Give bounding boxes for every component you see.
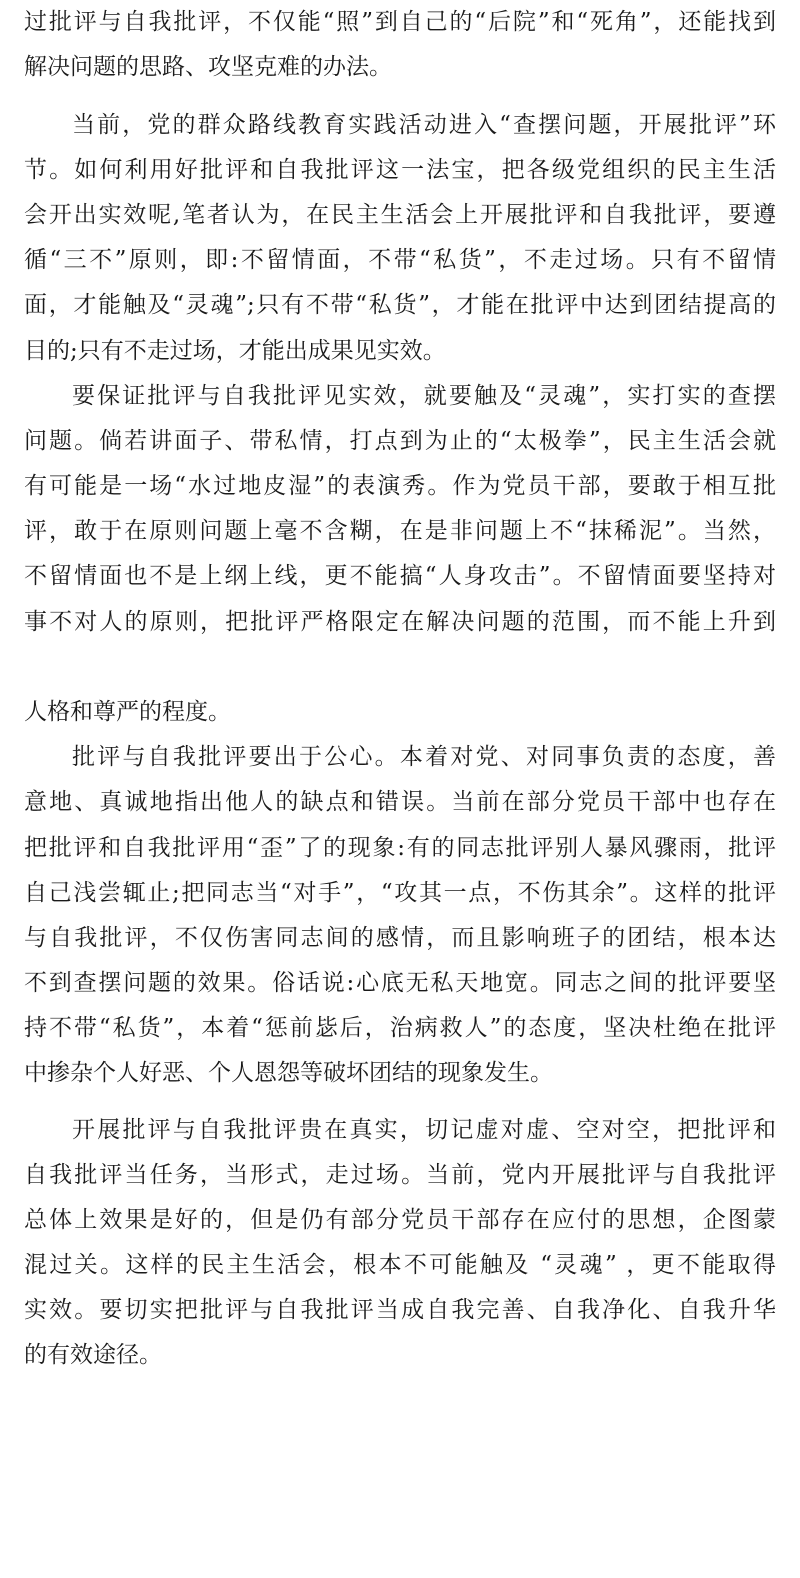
paragraph-first-line: 要保证批评与自我批评见实效，就要触及“灵魂”，实打实的查摆 <box>72 383 776 409</box>
text-line: 把批评和自我批评用“歪”了的现象:有的同志批评别人暴风骤雨，批评 <box>24 835 776 861</box>
text-line: 中掺杂个人好恶、个人恩怨等破坏团结的现象发生。 <box>24 1060 553 1086</box>
text-line: 会开出实效呢,笔者认为，在民主生活会上开展批评和自我批评，要遵 <box>24 202 776 228</box>
text-line: 的有效途径。 <box>24 1342 162 1368</box>
paragraph-first-line: 当前，党的群众路线教育实践活动进入“查摆问题，开展批评”环 <box>72 112 776 138</box>
text-line: 面，才能触及“灵魂”;只有不带“私货”，才能在批评中达到团结提高的 <box>24 292 776 318</box>
text-line: 评，敢于在原则问题上毫不含糊，在是非问题上不“抹稀泥”。当然， <box>24 518 776 544</box>
text-line: 不留情面也不是上纲上线，更不能搞“人身攻击”。不留情面要坚持对 <box>24 563 776 589</box>
text-line: 人格和尊严的程度。 <box>24 699 231 725</box>
text-line: 总体上效果是好的，但是仍有部分党员干部存在应付的思想，企图蒙 <box>24 1207 776 1233</box>
text-line: 与自我批评，不仅伤害同志间的感情，而且影响班子的团结，根本达 <box>24 925 776 951</box>
text-line: 过批评与自我批评，不仅能“照”到自己的“后院”和“死角”，还能找到 <box>24 9 776 35</box>
text-line: 自己浅尝辄止;把同志当“对手”，“攻其一点，不伤其余”。这样的批评 <box>24 880 776 906</box>
text-line: 实效。要切实把批评与自我批评当成自我完善、自我净化、自我升华 <box>24 1297 776 1323</box>
paragraph-first-line: 开展批评与自我批评贵在真实，切记虚对虚、空对空，把批评和 <box>72 1117 776 1143</box>
text-line: 自我批评当任务，当形式，走过场。当前，党内开展批评与自我批评 <box>24 1162 776 1188</box>
text-line: 意地、真诚地指出他人的缺点和错误。当前在部分党员干部中也存在 <box>24 789 776 815</box>
text-line: 问题。倘若讲面子、带私情，打点到为止的“太极拳”，民主生活会就 <box>24 428 776 454</box>
text-line: 有可能是一场“水过地皮湿”的表演秀。作为党员干部，要敢于相互批 <box>24 473 776 499</box>
text-line: 循“三不”原则，即:不留情面，不带“私货”，不走过场。只有不留情 <box>24 247 776 273</box>
text-line: 持不带“私货”，本着“惩前毖后，治病救人”的态度，坚决杜绝在批评 <box>24 1015 776 1041</box>
text-line: 节。如何利用好批评和自我批评这一法宝，把各级党组织的民主生活 <box>24 157 776 183</box>
text-line: 不到查摆问题的效果。俗话说:心底无私天地宽。同志之间的批评要坚 <box>24 970 776 996</box>
text-line: 目的;只有不走过场，才能出成果见实效。 <box>24 338 446 364</box>
text-line: 事不对人的原则，把批评严格限定在解决问题的范围，而不能上升到 <box>24 609 776 635</box>
text-line: 解决问题的思路、攻坚克难的办法。 <box>24 54 392 80</box>
text-line: 混过关。这样的民主生活会，根本不可能触及 “灵魂” ，更不能取得 <box>24 1252 776 1278</box>
paragraph-first-line: 批评与自我批评要出于公心。本着对党、对同事负责的态度，善 <box>72 744 776 770</box>
